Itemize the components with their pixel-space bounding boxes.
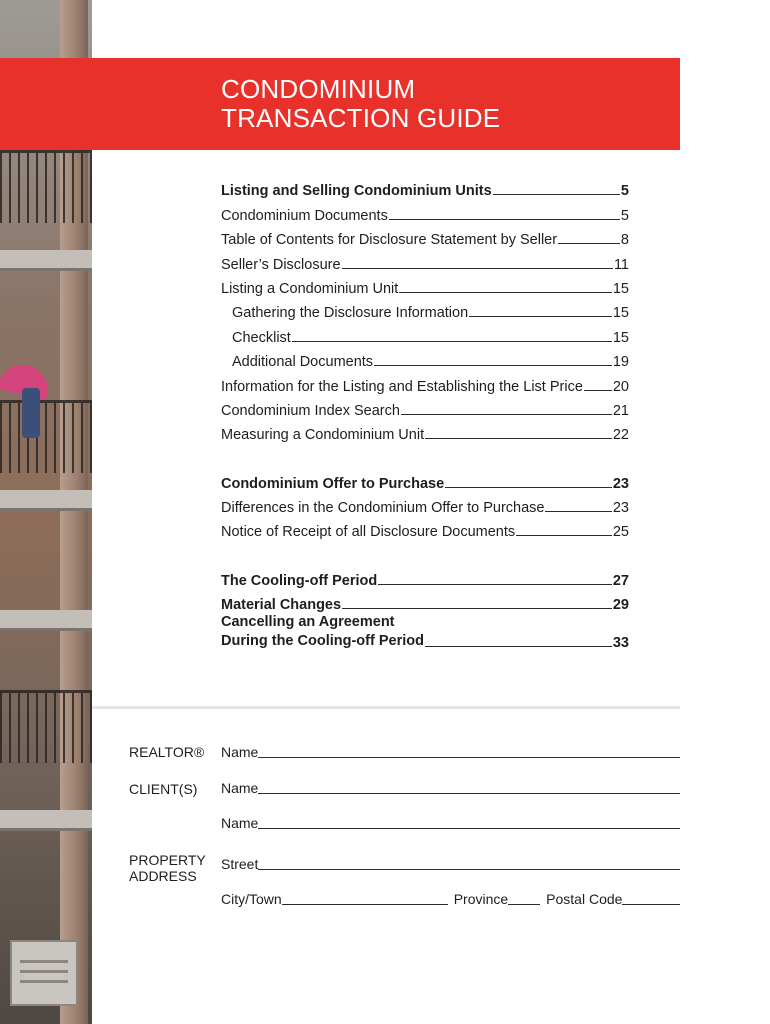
toc-entry[interactable] xyxy=(221,199,629,223)
toc-leader-line xyxy=(558,243,620,244)
toc-entry[interactable] xyxy=(221,346,629,370)
toc-entry[interactable] xyxy=(221,273,629,297)
toc-entry-title: Table of Contents for Disclosure Statement by Seller xyxy=(221,232,558,249)
toc-entry[interactable] xyxy=(221,297,629,321)
toc-entry-title: Listing a Condominium Unit xyxy=(221,280,399,297)
toc-leader-line xyxy=(425,646,612,647)
toc-entry[interactable] xyxy=(221,564,629,588)
realtor-name-field[interactable] xyxy=(221,742,680,760)
toc-entry-title: Listing and Selling Condominium Units xyxy=(221,183,492,200)
toc-page-number: 15 xyxy=(612,329,629,346)
toc-entry[interactable] xyxy=(221,492,629,516)
title-banner xyxy=(0,58,680,150)
building-photo xyxy=(0,0,92,1024)
name-label: Name xyxy=(221,780,259,796)
toc-entry-title: Seller’s Disclosure xyxy=(221,256,341,273)
toc-page-number: 11 xyxy=(613,256,629,273)
toc-page-number: 23 xyxy=(612,475,629,492)
toc-page-number: 23 xyxy=(612,500,629,517)
toc-entry-title: Checklist xyxy=(232,329,291,346)
client-label: CLIENT(S) xyxy=(129,781,198,797)
toc-page-number: 5 xyxy=(620,183,629,200)
toc-entry-title: Information for the Listing and Establishing the List Price xyxy=(221,378,583,395)
client-name-field-2[interactable] xyxy=(221,813,680,831)
toc-leader-line xyxy=(342,268,613,269)
toc-entry[interactable] xyxy=(221,395,629,419)
street-label: Street xyxy=(221,856,259,872)
person-figure xyxy=(22,388,40,438)
balcony-railing xyxy=(0,690,92,763)
toc-entry-title: Gathering the Disclosure Information xyxy=(232,305,469,322)
toc-leader-line xyxy=(401,414,612,415)
toc-entry-title: Condominium Documents xyxy=(221,207,388,224)
province-label: Province xyxy=(453,891,509,907)
toc-entry[interactable] xyxy=(221,224,629,248)
toc-page-number: 25 xyxy=(612,524,629,541)
balcony-slab xyxy=(0,810,92,828)
table-of-contents xyxy=(221,175,629,675)
toc-leader-line xyxy=(374,365,612,366)
toc-page-number: 33 xyxy=(612,635,629,652)
toc-entry-title: Condominium Index Search xyxy=(221,402,400,419)
toc-leader-line xyxy=(445,487,612,488)
toc-entry-title: Notice of Receipt of all Disclosure Documents xyxy=(221,524,516,541)
property-address-label xyxy=(129,852,206,884)
toc-group xyxy=(221,467,629,540)
balcony-railing xyxy=(0,150,92,223)
page-title xyxy=(221,75,661,133)
toc-entry[interactable] xyxy=(221,589,629,613)
toc-entry-title: Measuring a Condominium Unit xyxy=(221,427,425,444)
toc-entry-title: Material Changes xyxy=(221,597,342,614)
balcony-railing xyxy=(0,400,92,473)
client-name-field-1[interactable] xyxy=(221,778,680,796)
street-field[interactable] xyxy=(221,854,680,872)
postal-code-fill-line[interactable] xyxy=(622,904,680,905)
name-label: Name xyxy=(221,744,259,760)
toc-entry[interactable] xyxy=(221,370,629,394)
toc-page-number: 5 xyxy=(620,207,629,224)
ac-unit xyxy=(10,940,78,1006)
fill-line xyxy=(258,869,680,870)
toc-entry-title: Additional Documents xyxy=(232,354,374,371)
city-fill-line[interactable] xyxy=(282,904,448,905)
balcony-slab xyxy=(0,610,92,628)
toc-page-number: 15 xyxy=(612,305,629,322)
property-label-line-2: ADDRESS xyxy=(129,868,197,884)
toc-page-number: 22 xyxy=(612,427,629,444)
toc-group xyxy=(221,564,629,651)
fill-line xyxy=(258,828,680,829)
toc-entry[interactable] xyxy=(221,516,629,540)
toc-entry-title: Differences in the Condominium Offer to Purchase xyxy=(221,500,545,517)
name-label: Name xyxy=(221,815,259,831)
property-label-line-1: PROPERTY xyxy=(129,852,206,868)
city-province-postal-fields[interactable] xyxy=(221,889,680,907)
fill-line xyxy=(258,793,680,794)
toc-leader-line xyxy=(493,194,620,195)
toc-entry-title: Condominium Offer to Purchase xyxy=(221,475,445,492)
toc-leader-line xyxy=(425,438,612,439)
balcony-slab xyxy=(0,490,92,508)
section-divider xyxy=(92,706,680,709)
toc-page-number: 8 xyxy=(620,232,629,249)
postal-code-label: Postal Code xyxy=(546,891,623,907)
toc-entry[interactable] xyxy=(221,613,629,651)
toc-entry-title: Cancelling an Agreement During the Cooling-off Period xyxy=(221,614,424,650)
toc-leader-line xyxy=(292,341,612,342)
toc-leader-line xyxy=(545,511,611,512)
realtor-label: REALTOR® xyxy=(129,744,205,760)
fill-line xyxy=(258,757,680,758)
toc-leader-line xyxy=(516,535,612,536)
province-fill-line[interactable] xyxy=(508,904,540,905)
city-label: City/Town xyxy=(221,891,282,907)
toc-page-number: 21 xyxy=(612,402,629,419)
toc-page-number: 19 xyxy=(612,354,629,371)
toc-leader-line xyxy=(399,292,612,293)
toc-leader-line xyxy=(389,219,620,220)
toc-entry[interactable] xyxy=(221,321,629,345)
balcony-slab xyxy=(0,250,92,268)
title-line-1: CONDOMINIUM xyxy=(221,74,416,104)
toc-entry[interactable] xyxy=(221,175,629,199)
title-line-2: TRANSACTION GUIDE xyxy=(221,103,501,133)
toc-leader-line xyxy=(469,316,612,317)
toc-entry-title: The Cooling-off Period xyxy=(221,572,378,589)
toc-leader-line xyxy=(378,584,612,585)
toc-page-number: 20 xyxy=(612,378,629,395)
toc-page-number: 15 xyxy=(612,280,629,297)
toc-leader-line xyxy=(584,390,612,391)
toc-entry[interactable] xyxy=(221,467,629,491)
toc-entry[interactable] xyxy=(221,248,629,272)
toc-leader-line xyxy=(342,608,612,609)
toc-page-number: 27 xyxy=(612,572,629,589)
toc-entry[interactable] xyxy=(221,419,629,443)
toc-page-number: 29 xyxy=(612,597,629,614)
toc-group xyxy=(221,175,629,443)
